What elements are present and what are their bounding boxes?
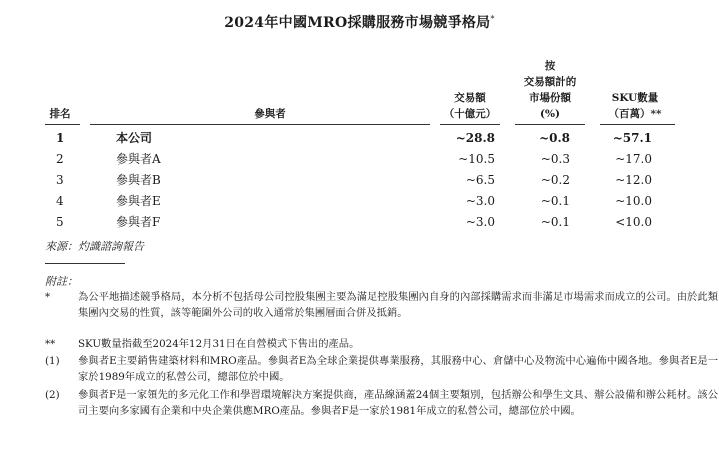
- share-cell: ~0.8: [539, 131, 570, 145]
- source-line: 來源：灼識諮詢報告: [45, 240, 144, 253]
- rank-cell: 4: [56, 194, 64, 208]
- rank-cell: 2: [56, 152, 64, 166]
- header-rule-transaction: [440, 124, 500, 125]
- transaction-cell: ~10.5: [458, 152, 495, 166]
- header-sku: SKU數量 （百萬）**: [608, 92, 662, 120]
- rank-cell: 1: [56, 131, 65, 145]
- transaction-cell: ~3.0: [465, 215, 495, 229]
- transaction-cell: ~6.5: [465, 173, 495, 187]
- rank-cell: 5: [56, 215, 64, 229]
- notes-divider: [45, 263, 125, 264]
- note-text: 參與者F是一家領先的多元化工作和學習環境解決方案提供商，產品線涵蓋24個主要類別，包括辦公和學生文具、辦公設備和辦公耗材。該公司主要向多家國有企業和中央企業供應MRO產品。參與者F是一家於1981年成立的私營公司，總部位於中國。: [78, 389, 718, 417]
- note-marker: (2): [45, 389, 60, 401]
- header-participant: 參與者: [254, 108, 286, 120]
- share-cell: ~0.3: [540, 152, 570, 166]
- header-rule-sku: [600, 124, 675, 125]
- sku-cell: ~12.0: [615, 173, 652, 187]
- share-cell: ~0.2: [540, 173, 570, 187]
- note-marker: **: [45, 338, 56, 350]
- participant-cell: 本公司: [116, 131, 153, 145]
- sku-cell: <10.0: [615, 215, 652, 229]
- notes-title: 附註：: [45, 275, 78, 288]
- header-rule-participant: [90, 124, 430, 125]
- header-share: 按 交易額計的 市場份額 (%): [523, 60, 577, 120]
- participant-cell: 參與者B: [116, 173, 161, 187]
- participant-cell: 參與者E: [116, 194, 161, 208]
- header-transaction: 交易額 （十億元）: [443, 92, 497, 120]
- note-text: 為公平地描述競爭格局，本分析不包括母公司控股集團主要為滿足控股集團內自身的內部採購需求而非滿足市場需求而成立的公司。由於此類集團內交易的性質，該等範圍外公司的收入通常於集團層面合併及抵銷。: [78, 291, 718, 319]
- table-title: 2024年中國MRO採購服務市場競爭格局*: [224, 14, 495, 31]
- header-rule-rank: [45, 124, 80, 125]
- share-cell: ~0.1: [540, 194, 570, 208]
- note-marker: (1): [45, 355, 60, 367]
- rank-cell: 3: [56, 173, 64, 187]
- note-text: SKU數量指截至2024年12月31日在自營模式下售出的產品。: [78, 338, 360, 350]
- transaction-cell: ~28.8: [455, 131, 495, 145]
- note-text: 參與者E主要銷售建築材料和MRO產品。參與者E為全球企業提供專業服務，其服務中心、倉儲中心及物流中心遍佈中國各地。參與者E是一家於1989年成立的私營公司，總部位於中國。: [78, 355, 718, 383]
- header-rule-share: [515, 124, 585, 125]
- note-marker: *: [45, 291, 51, 303]
- header-rank: 排名: [49, 108, 71, 120]
- participant-cell: 參與者F: [116, 215, 161, 229]
- sku-cell: ~57.1: [612, 131, 652, 145]
- transaction-cell: ~3.0: [465, 194, 495, 208]
- participant-cell: 參與者A: [116, 152, 161, 166]
- sku-cell: ~17.0: [615, 152, 652, 166]
- sku-cell: ~10.0: [615, 194, 652, 208]
- share-cell: ~0.1: [540, 215, 570, 229]
